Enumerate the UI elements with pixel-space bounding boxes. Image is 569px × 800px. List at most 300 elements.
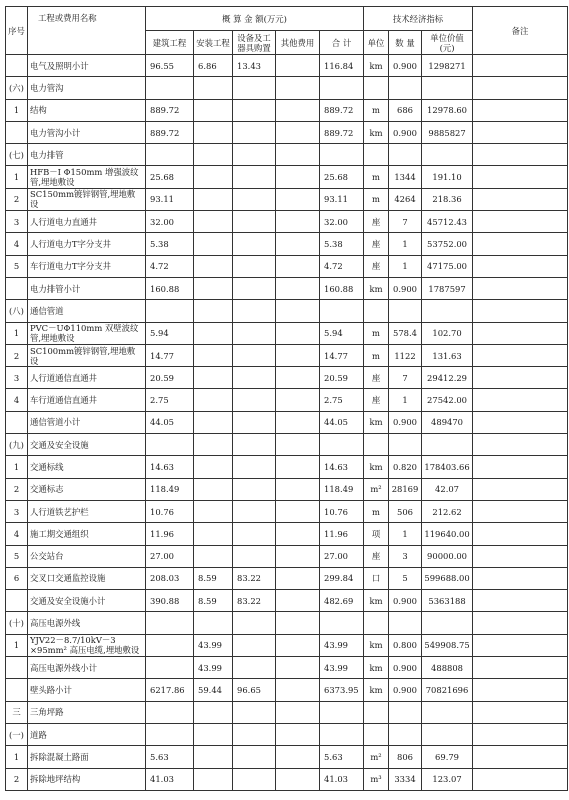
row-equipment <box>233 746 276 768</box>
row-qty: 0.900 <box>389 657 422 679</box>
row-unit: 座 <box>364 211 389 233</box>
row-qty: 1 <box>389 233 422 255</box>
row-name: 交通标志 <box>28 478 146 500</box>
row-qty: 806 <box>389 746 422 768</box>
row-equipment <box>233 768 276 790</box>
row-qty: 1 <box>389 523 422 545</box>
row-unit-price <box>422 300 473 322</box>
row-other <box>276 768 320 790</box>
table-row <box>6 344 568 366</box>
row-other <box>276 612 320 634</box>
row-install <box>194 188 233 210</box>
row-unit-price: 123.07 <box>422 768 473 790</box>
row-build <box>146 657 194 679</box>
row-unit: m <box>364 99 389 121</box>
row-seq: 1 <box>6 99 28 121</box>
row-remark <box>473 344 568 366</box>
row-other <box>276 567 320 589</box>
row-unit-price: 12978.60 <box>422 99 473 121</box>
row-qty: 1122 <box>389 344 422 366</box>
row-build <box>146 434 194 456</box>
row-build: 5.94 <box>146 322 194 344</box>
row-name: SC150mm镀锌钢管,埋地敷设 <box>28 188 146 210</box>
row-equipment <box>233 657 276 679</box>
row-total: 44.05 <box>320 411 364 433</box>
row-unit: 座 <box>364 367 389 389</box>
row-equipment <box>233 211 276 233</box>
table-row <box>6 456 568 478</box>
row-seq <box>6 679 28 701</box>
row-unit-price: 27542.00 <box>422 389 473 411</box>
row-equipment: 83.22 <box>233 590 276 612</box>
row-equipment <box>233 634 276 656</box>
row-install: 59.44 <box>194 679 233 701</box>
row-name: 车行道电力T字分支井 <box>28 255 146 277</box>
row-unit: km <box>364 411 389 433</box>
row-remark <box>473 478 568 500</box>
row-equipment <box>233 99 276 121</box>
row-seq: 2 <box>6 768 28 790</box>
header-total: 合 计 <box>320 31 364 55</box>
row-unit-price: 218.36 <box>422 188 473 210</box>
row-build <box>146 612 194 634</box>
row-name: 结构 <box>28 99 146 121</box>
table-row <box>6 233 568 255</box>
row-total <box>320 723 364 745</box>
row-seq: (六) <box>6 77 28 99</box>
row-seq <box>6 657 28 679</box>
row-total: 6373.95 <box>320 679 364 701</box>
row-seq: 2 <box>6 344 28 366</box>
row-install <box>194 500 233 522</box>
row-qty <box>389 300 422 322</box>
row-seq: 6 <box>6 567 28 589</box>
header-install: 安装工程 <box>194 31 233 55</box>
row-build: 5.38 <box>146 233 194 255</box>
row-install: 8.59 <box>194 567 233 589</box>
row-unit-price <box>422 144 473 166</box>
row-build <box>146 723 194 745</box>
row-unit-price: 53752.00 <box>422 233 473 255</box>
row-install: 6.86 <box>194 55 233 77</box>
table-row <box>6 255 568 277</box>
row-build: 390.88 <box>146 590 194 612</box>
row-other <box>276 590 320 612</box>
row-build: 160.88 <box>146 277 194 299</box>
row-equipment <box>233 612 276 634</box>
row-equipment <box>233 344 276 366</box>
row-remark <box>473 634 568 656</box>
row-unit: 座 <box>364 389 389 411</box>
row-qty: 686 <box>389 99 422 121</box>
row-qty <box>389 723 422 745</box>
row-build: 118.49 <box>146 478 194 500</box>
row-qty: 28169 <box>389 478 422 500</box>
row-qty: 506 <box>389 500 422 522</box>
row-other <box>276 679 320 701</box>
row-name: 人行道铁艺护栏 <box>28 500 146 522</box>
table-header <box>6 7 568 55</box>
row-other <box>276 634 320 656</box>
row-install <box>194 166 233 188</box>
row-name: 通信管道 <box>28 300 146 322</box>
row-total: 482.69 <box>320 590 364 612</box>
row-equipment <box>233 277 276 299</box>
row-build: 5.63 <box>146 746 194 768</box>
row-build <box>146 634 194 656</box>
row-unit <box>364 612 389 634</box>
row-name: 电气及照明小计 <box>28 55 146 77</box>
row-remark <box>473 545 568 567</box>
row-unit-price <box>422 701 473 723</box>
row-name: 电力排管 <box>28 144 146 166</box>
row-seq: 1 <box>6 746 28 768</box>
row-install <box>194 389 233 411</box>
row-total: 14.77 <box>320 344 364 366</box>
row-remark <box>473 657 568 679</box>
row-name: 施工期交通组织 <box>28 523 146 545</box>
row-unit-price <box>422 77 473 99</box>
row-unit-price: 1787597 <box>422 277 473 299</box>
row-equipment <box>233 322 276 344</box>
row-remark <box>473 701 568 723</box>
row-qty: 578.4 <box>389 322 422 344</box>
row-equipment <box>233 121 276 143</box>
header-tech-group: 技术经济指标 <box>364 7 473 31</box>
row-other <box>276 657 320 679</box>
row-seq <box>6 411 28 433</box>
row-unit-price: 45712.43 <box>422 211 473 233</box>
row-qty: 3334 <box>389 768 422 790</box>
row-install <box>194 300 233 322</box>
row-qty: 7 <box>389 211 422 233</box>
row-build: 889.72 <box>146 99 194 121</box>
row-total: 5.94 <box>320 322 364 344</box>
row-unit-price: 119640.00 <box>422 523 473 545</box>
row-equipment: 13.43 <box>233 55 276 77</box>
header-unit: 单位 <box>364 31 389 55</box>
row-other <box>276 434 320 456</box>
row-total: 889.72 <box>320 121 364 143</box>
row-build: 6217.86 <box>146 679 194 701</box>
row-equipment <box>233 255 276 277</box>
table-row <box>6 411 568 433</box>
row-qty <box>389 701 422 723</box>
row-seq: 3 <box>6 211 28 233</box>
row-qty: 0.800 <box>389 634 422 656</box>
row-qty: 7 <box>389 367 422 389</box>
row-unit-price: 178403.66 <box>422 456 473 478</box>
row-other <box>276 344 320 366</box>
row-unit-price: 131.63 <box>422 344 473 366</box>
row-equipment <box>233 500 276 522</box>
row-qty: 0.900 <box>389 590 422 612</box>
row-other <box>276 500 320 522</box>
row-seq: (七) <box>6 144 28 166</box>
table-row <box>6 500 568 522</box>
row-unit: km <box>364 55 389 77</box>
row-remark <box>473 211 568 233</box>
row-name: 道路 <box>28 723 146 745</box>
header-unit-price: 单位价值(元) <box>422 31 473 55</box>
row-other <box>276 545 320 567</box>
row-name: 电力排管小计 <box>28 277 146 299</box>
row-install <box>194 612 233 634</box>
row-remark <box>473 55 568 77</box>
row-equipment <box>233 300 276 322</box>
row-name: 壁头路小计 <box>28 679 146 701</box>
row-name: 电力管沟 <box>28 77 146 99</box>
row-qty: 4264 <box>389 188 422 210</box>
row-remark <box>473 456 568 478</box>
row-unit: m <box>364 166 389 188</box>
row-build: 25.68 <box>146 166 194 188</box>
row-total: 11.96 <box>320 523 364 545</box>
table-row <box>6 211 568 233</box>
row-qty: 1 <box>389 389 422 411</box>
row-install <box>194 344 233 366</box>
row-seq: 4 <box>6 233 28 255</box>
row-remark <box>473 411 568 433</box>
table-row <box>6 99 568 121</box>
row-qty <box>389 612 422 634</box>
row-seq <box>6 277 28 299</box>
row-unit: 座 <box>364 255 389 277</box>
row-equipment <box>233 523 276 545</box>
row-total <box>320 144 364 166</box>
row-total: 27.00 <box>320 545 364 567</box>
row-qty: 5 <box>389 567 422 589</box>
row-seq: (九) <box>6 434 28 456</box>
row-total: 2.75 <box>320 389 364 411</box>
row-install <box>194 99 233 121</box>
row-unit-price: 69.79 <box>422 746 473 768</box>
row-remark <box>473 679 568 701</box>
row-remark <box>473 590 568 612</box>
table-row <box>6 701 568 723</box>
row-unit <box>364 434 389 456</box>
row-equipment <box>233 144 276 166</box>
row-unit: m² <box>364 478 389 500</box>
row-equipment <box>233 701 276 723</box>
row-unit <box>364 144 389 166</box>
row-total: 160.88 <box>320 277 364 299</box>
table-row <box>6 634 568 656</box>
table-row <box>6 657 568 679</box>
row-qty: 0.820 <box>389 456 422 478</box>
row-remark <box>473 367 568 389</box>
row-equipment <box>233 166 276 188</box>
row-name: 拆除地坪结构 <box>28 768 146 790</box>
table-row <box>6 434 568 456</box>
row-install <box>194 277 233 299</box>
table-body <box>6 55 568 791</box>
table-row <box>6 679 568 701</box>
row-other <box>276 300 320 322</box>
row-install <box>194 211 233 233</box>
table-row <box>6 590 568 612</box>
row-remark <box>473 255 568 277</box>
row-other <box>276 389 320 411</box>
row-remark <box>473 768 568 790</box>
row-install <box>194 746 233 768</box>
row-remark <box>473 77 568 99</box>
row-other <box>276 99 320 121</box>
row-total: 14.63 <box>320 456 364 478</box>
row-total <box>320 77 364 99</box>
row-build: 889.72 <box>146 121 194 143</box>
row-install <box>194 545 233 567</box>
row-build: 208.03 <box>146 567 194 589</box>
row-total <box>320 434 364 456</box>
row-qty <box>389 144 422 166</box>
row-unit-price: 9885827 <box>422 121 473 143</box>
row-install: 43.99 <box>194 657 233 679</box>
row-seq: 2 <box>6 478 28 500</box>
header-remark: 备注 <box>473 7 568 55</box>
row-build: 96.55 <box>146 55 194 77</box>
row-qty: 0.900 <box>389 411 422 433</box>
header-name: 工程或费用名称 <box>28 7 146 55</box>
row-install <box>194 77 233 99</box>
header-equipment: 设备及工器具购置 <box>233 31 276 55</box>
row-equipment <box>233 456 276 478</box>
row-install <box>194 434 233 456</box>
row-total: 4.72 <box>320 255 364 277</box>
row-total: 20.59 <box>320 367 364 389</box>
row-unit: 项 <box>364 523 389 545</box>
row-other <box>276 411 320 433</box>
row-other <box>276 701 320 723</box>
row-seq: 1 <box>6 166 28 188</box>
row-unit: km <box>364 634 389 656</box>
row-unit: m <box>364 344 389 366</box>
row-qty: 1 <box>389 255 422 277</box>
row-other <box>276 188 320 210</box>
row-build: 93.11 <box>146 188 194 210</box>
row-seq: 1 <box>6 634 28 656</box>
row-build <box>146 77 194 99</box>
row-build: 20.59 <box>146 367 194 389</box>
table-row <box>6 768 568 790</box>
table-row <box>6 545 568 567</box>
row-remark <box>473 166 568 188</box>
header-qty: 数 量 <box>389 31 422 55</box>
row-other <box>276 478 320 500</box>
header-amount-group: 概 算 金 额(万元) <box>146 7 364 31</box>
table-row <box>6 389 568 411</box>
row-name: 车行道通信直通井 <box>28 389 146 411</box>
row-unit: m <box>364 500 389 522</box>
row-qty: 0.900 <box>389 679 422 701</box>
row-equipment <box>233 478 276 500</box>
row-seq <box>6 590 28 612</box>
row-unit: 座 <box>364 545 389 567</box>
row-build: 32.00 <box>146 211 194 233</box>
row-total: 43.99 <box>320 657 364 679</box>
row-name: 人行道电力T字分支井 <box>28 233 146 255</box>
cost-estimate-table <box>5 6 568 791</box>
row-total: 889.72 <box>320 99 364 121</box>
row-qty: 3 <box>389 545 422 567</box>
row-install <box>194 233 233 255</box>
table-row <box>6 277 568 299</box>
row-other <box>276 746 320 768</box>
row-install <box>194 701 233 723</box>
row-build: 4.72 <box>146 255 194 277</box>
row-name: 公交站台 <box>28 545 146 567</box>
row-install <box>194 121 233 143</box>
row-seq: 5 <box>6 255 28 277</box>
row-total: 299.84 <box>320 567 364 589</box>
row-other <box>276 523 320 545</box>
row-qty <box>389 77 422 99</box>
row-unit-price: 102.70 <box>422 322 473 344</box>
row-name: SC100mm镀锌钢管,埋地敷设 <box>28 344 146 366</box>
table-row <box>6 367 568 389</box>
row-total: 5.38 <box>320 233 364 255</box>
row-unit: km <box>364 657 389 679</box>
row-unit-price <box>422 723 473 745</box>
row-seq: 1 <box>6 456 28 478</box>
row-unit: km <box>364 456 389 478</box>
row-equipment: 83.22 <box>233 567 276 589</box>
row-unit-price: 47175.00 <box>422 255 473 277</box>
row-unit: m² <box>364 746 389 768</box>
row-build: 27.00 <box>146 545 194 567</box>
row-name: 高压电源外线 <box>28 612 146 634</box>
row-unit: m <box>364 322 389 344</box>
row-install <box>194 456 233 478</box>
row-seq: 1 <box>6 322 28 344</box>
row-equipment <box>233 389 276 411</box>
row-remark <box>473 389 568 411</box>
row-unit: km <box>364 679 389 701</box>
row-remark <box>473 300 568 322</box>
row-unit-price: 489470 <box>422 411 473 433</box>
row-seq: 3 <box>6 500 28 522</box>
table-row <box>6 121 568 143</box>
row-build <box>146 144 194 166</box>
row-seq: 4 <box>6 523 28 545</box>
row-total: 116.84 <box>320 55 364 77</box>
row-total: 32.00 <box>320 211 364 233</box>
row-remark <box>473 612 568 634</box>
table-row <box>6 478 568 500</box>
row-build: 41.03 <box>146 768 194 790</box>
row-build: 14.77 <box>146 344 194 366</box>
row-equipment <box>233 434 276 456</box>
row-seq: (十) <box>6 612 28 634</box>
row-install <box>194 255 233 277</box>
row-other <box>276 166 320 188</box>
row-build: 2.75 <box>146 389 194 411</box>
table-row <box>6 746 568 768</box>
row-other <box>276 55 320 77</box>
row-remark <box>473 322 568 344</box>
row-other <box>276 255 320 277</box>
row-install <box>194 411 233 433</box>
row-unit-price: 70821696 <box>422 679 473 701</box>
row-build: 11.96 <box>146 523 194 545</box>
row-qty: 1344 <box>389 166 422 188</box>
row-other <box>276 723 320 745</box>
row-seq: 4 <box>6 389 28 411</box>
header-build: 建筑工程 <box>146 31 194 55</box>
row-total: 10.76 <box>320 500 364 522</box>
row-remark <box>473 723 568 745</box>
row-seq <box>6 55 28 77</box>
